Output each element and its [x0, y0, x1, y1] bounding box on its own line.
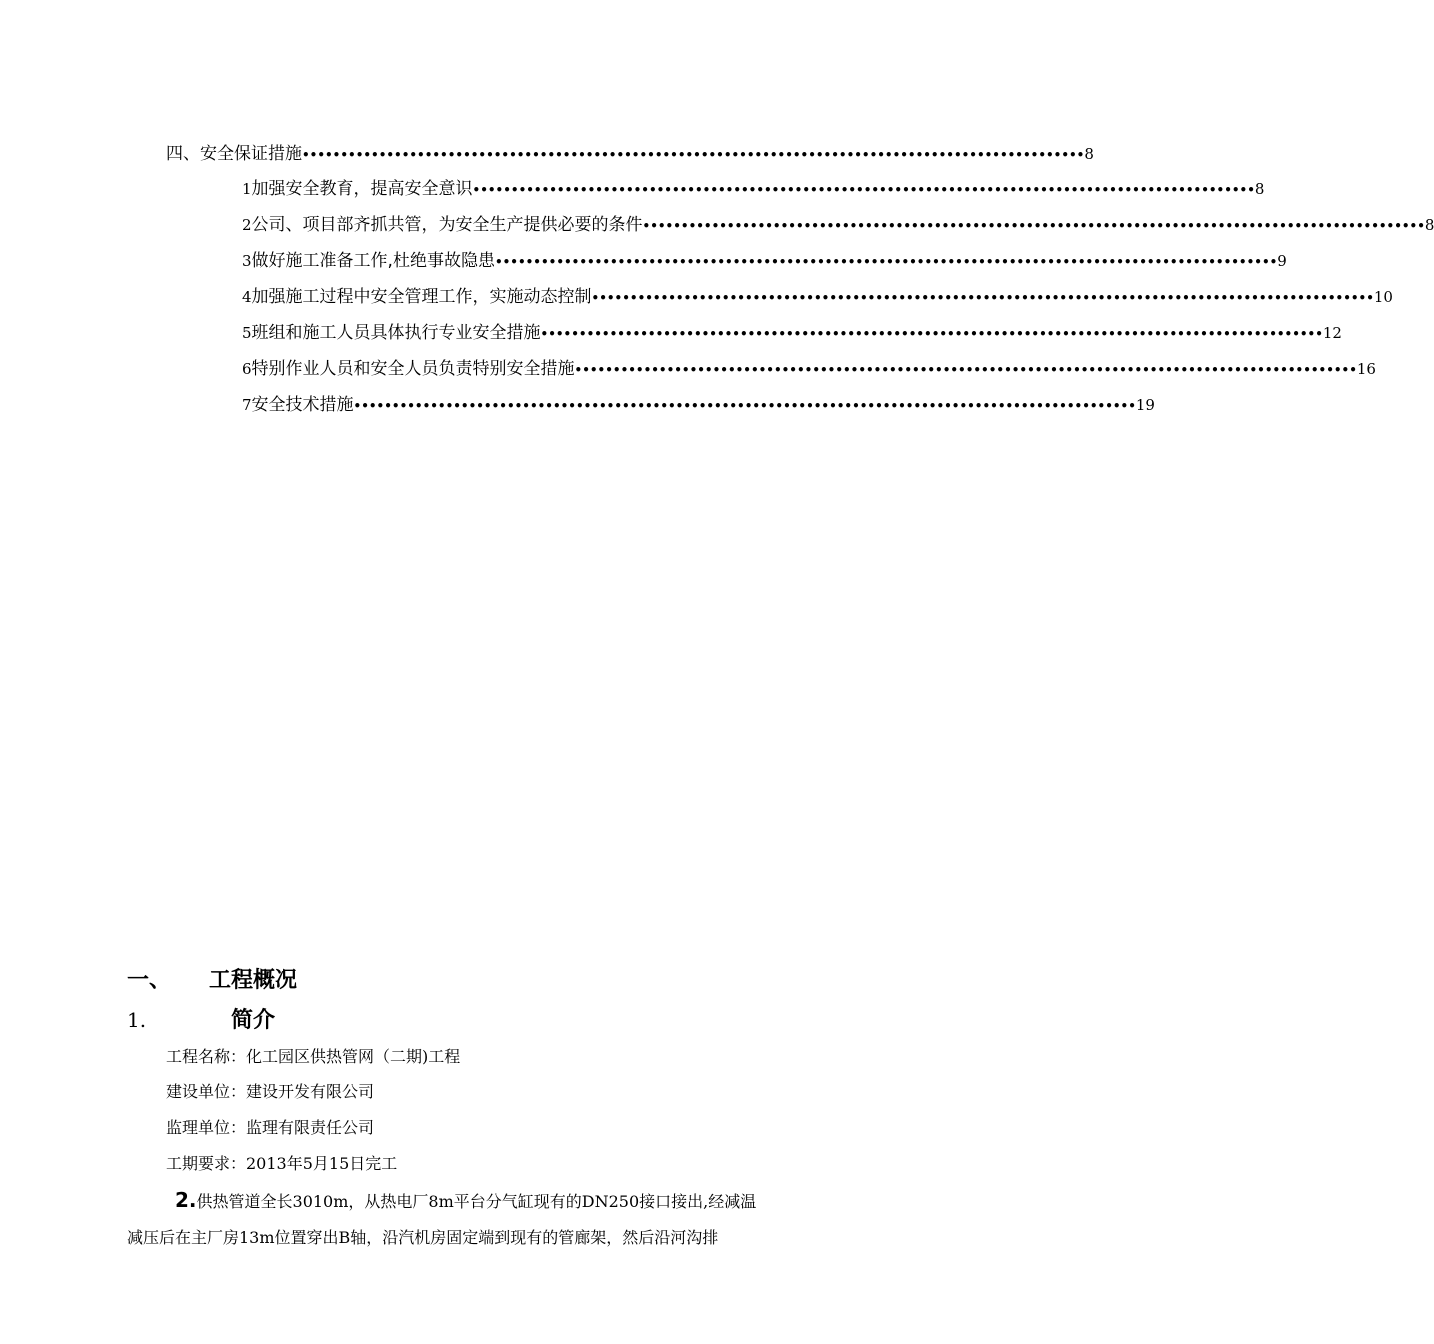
schedule-line: 工期要求：2013年5月15日完工	[166, 1154, 398, 1173]
toc-entry-page: 9	[1277, 252, 1287, 270]
toc-entry-title: 安全技术措施	[251, 395, 354, 415]
toc-entry-title: 班组和施工人员具体执行专业安全措施	[251, 323, 541, 343]
toc-entry[interactable]	[166, 142, 1094, 166]
section-title: 工程概况	[209, 968, 298, 993]
toc-leader-dots: ••••••••••••••••••••••••••••••••••••••••••••••••••••••••••••••••••••••••••••••••••••••••••••••••••••••	[591, 291, 1374, 305]
toc-entry[interactable]	[242, 249, 1287, 273]
section-number: 一、	[127, 968, 172, 993]
paragraph-number: 2.	[175, 1188, 197, 1212]
subsection-title: 简介	[231, 1007, 276, 1033]
toc-leader-dots: ••••••••••••••••••••••••••••••••••••••••••••••••••••••••••••••••••••••••••••••••••••••••••••••••••••••	[353, 399, 1136, 413]
toc-entry-title: 加强施工过程中安全管理工作，实施动态控制	[251, 287, 592, 307]
toc-entry[interactable]	[242, 177, 1265, 201]
toc-entry-number: 3	[242, 252, 252, 270]
project-name-line: 工程名称：化工园区供热管网（二期)工程	[166, 1047, 461, 1066]
toc-entry-title: 做好施工准备工作,杜绝事故隐患	[251, 251, 495, 271]
toc-entry-number: 1	[242, 180, 252, 198]
body-paragraph	[127, 1182, 851, 1256]
subsection-heading	[127, 1005, 275, 1035]
toc-entry[interactable]	[242, 285, 1393, 309]
toc-entry-title: 加强安全教育，提高安全意识	[251, 179, 473, 199]
toc-entry-number: 4	[242, 288, 252, 306]
toc-entry-title: 公司、项目部齐抓共管，为安全生产提供必要的条件	[251, 215, 643, 235]
supervisor-line: 监理单位：监理有限责任公司	[166, 1118, 375, 1137]
toc-entry[interactable]	[242, 213, 1434, 237]
subsection-number: 1.	[127, 1008, 147, 1032]
toc-entry-title: 四、安全保证措施	[166, 144, 302, 164]
toc-entry-number: 5	[242, 324, 252, 342]
paragraph-text-line-2: 减压后在主厂房13m位置穿出B轴，沿汽机房固定端到现有的管廊架，然后沿河沟排	[127, 1228, 719, 1247]
toc-entry-page: 19	[1135, 396, 1155, 414]
toc-entry-page: 8	[1424, 216, 1434, 234]
toc-entry[interactable]	[242, 393, 1155, 417]
toc-entry-page: 12	[1322, 324, 1342, 342]
paragraph-line	[127, 1220, 851, 1256]
toc-entry-page: 8	[1084, 145, 1094, 163]
toc-leader-dots: ••••••••••••••••••••••••••••••••••••••••••••••••••••••••••••••••••••••••••••••••••••••••••••••••••••••	[494, 255, 1278, 269]
toc-leader-dots: ••••••••••••••••••••••••••••••••••••••••••••••••••••••••••••••••••••••••••••••••••••••••••••••••••••••	[472, 183, 1255, 197]
toc-entry-number: 2	[242, 216, 252, 234]
paragraph-text-line-1: 供热管道全长3010m，从热电厂8m平台分气缸现有的DN250接口接出,经减温	[196, 1192, 757, 1211]
toc-leader-dots: ••••••••••••••••••••••••••••••••••••••••••••••••••••••••••••••••••••••••••••••••••••••••••••••••••••••	[574, 363, 1357, 377]
toc-leader-dots: ••••••••••••••••••••••••••••••••••••••••••••••••••••••••••••••••••••••••••••••••••••••••••••••••••••••	[642, 219, 1425, 233]
section-heading	[127, 966, 297, 996]
toc-entry[interactable]	[242, 321, 1342, 345]
toc-entry-number: 6	[242, 360, 252, 378]
toc-entry-page: 8	[1254, 180, 1265, 198]
toc-entry[interactable]	[242, 357, 1376, 381]
toc-entry-page: 10	[1373, 288, 1393, 306]
toc-entry-number: 7	[242, 396, 252, 414]
paragraph-line	[127, 1182, 851, 1220]
toc-leader-dots: ••••••••••••••••••••••••••••••••••••••••••••••••••••••••••••••••••••••••••••••••••••••••••••••••••••••	[540, 327, 1323, 341]
toc-entry-page: 16	[1356, 360, 1376, 378]
toc-leader-dots: ••••••••••••••••••••••••••••••••••••••••••••••••••••••••••••••••••••••••••••••••••••••••••••••••••••••	[302, 148, 1085, 162]
toc-entry-title: 特别作业人员和安全人员负责特别安全措施	[251, 359, 575, 379]
builder-line: 建设单位：建设开发有限公司	[166, 1082, 375, 1101]
